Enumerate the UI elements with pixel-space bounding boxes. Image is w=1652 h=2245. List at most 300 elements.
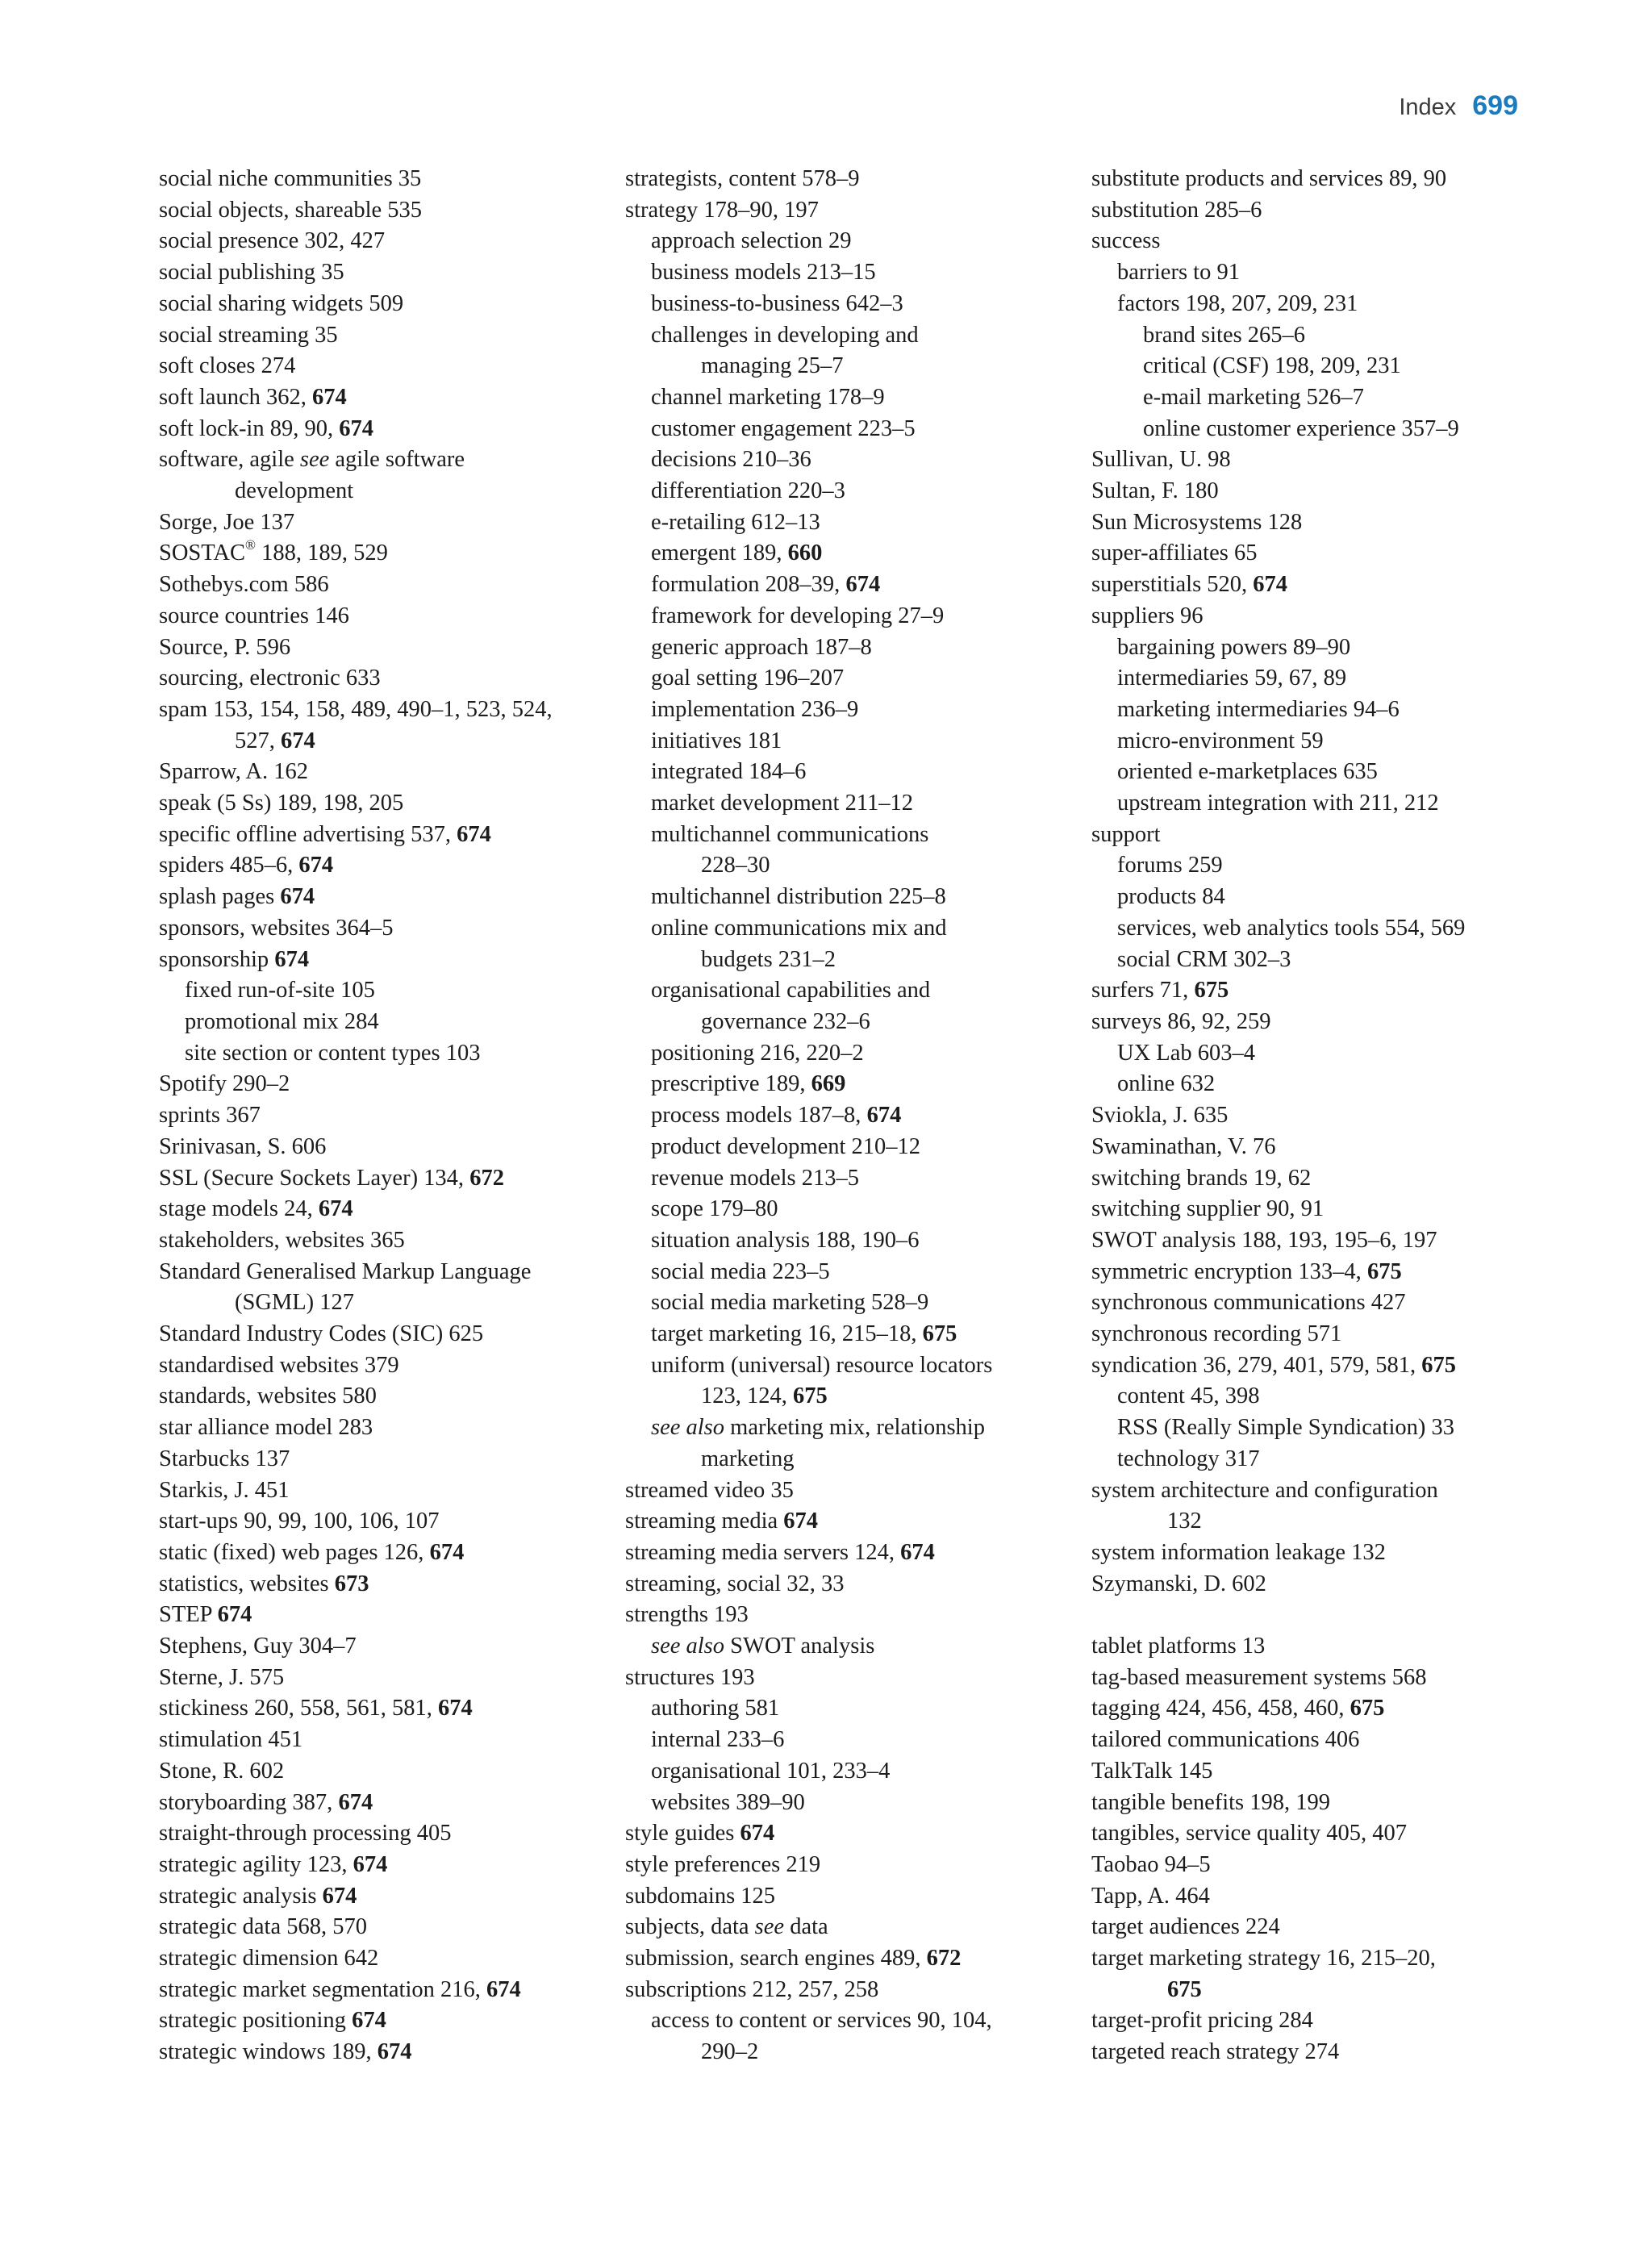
- bold-page-ref: 674: [280, 884, 315, 910]
- index-entry: [159, 2037, 611, 2068]
- index-entry: [159, 444, 611, 507]
- entry-text: marketing mix, relationship: [724, 1415, 985, 1441]
- entry-text: switching supplier 90, 91: [1091, 1196, 1325, 1222]
- entry-text: online customer experience 357–9: [1143, 415, 1459, 441]
- entry-text: substitute products and services 89, 90: [1091, 166, 1447, 191]
- index-entry: [159, 1975, 611, 2006]
- index-subentry: [1091, 382, 1543, 414]
- index-subentry: [625, 226, 1077, 257]
- index-entry: [1091, 1257, 1543, 1288]
- entry-text: development: [235, 478, 354, 504]
- index-subentry: [625, 1756, 1077, 1788]
- running-head-label: Index: [1399, 94, 1457, 120]
- entry-text: strategic dimension 642: [159, 1946, 379, 1972]
- index-entry: [625, 164, 1077, 195]
- entry-text: soft launch 362,: [159, 384, 312, 410]
- entry-text: target audiences 224: [1091, 1914, 1280, 1940]
- bold-page-ref: 674: [217, 1602, 252, 1628]
- entry-text: market development 211–12: [651, 791, 914, 816]
- entry-text: site section or content types 103: [185, 1040, 481, 1066]
- bold-page-ref: 672: [469, 1165, 504, 1191]
- entry-text: standards, websites 580: [159, 1383, 377, 1409]
- entry-text: data: [784, 1914, 828, 1940]
- cross-reference-term: see also: [651, 1415, 725, 1441]
- entry-text: fixed run-of-site 105: [185, 978, 375, 1004]
- index-entry: [625, 1569, 1077, 1600]
- entry-text: barriers to 91: [1117, 260, 1240, 286]
- entry-text: Sultan, F. 180: [1091, 478, 1219, 504]
- index-entry: [159, 226, 611, 257]
- entry-text: sponsorship: [159, 946, 275, 972]
- entry-text: business-to-business 642–3: [651, 290, 903, 316]
- entry-text: customer engagement 223–5: [651, 415, 916, 441]
- entry-text: prescriptive 189,: [651, 1071, 811, 1097]
- letter-group-gap: [1091, 1600, 1543, 1631]
- bold-page-ref: 674: [845, 572, 881, 598]
- index-subentry: [625, 913, 1077, 975]
- index-subentry: [625, 1100, 1077, 1132]
- index-subentry: [625, 444, 1077, 476]
- entry-text: goal setting 196–207: [651, 666, 845, 691]
- index-entry: [625, 1850, 1077, 1881]
- index-entry: [159, 882, 611, 913]
- index-entry: [1091, 1007, 1543, 1038]
- index-subentry: [625, 1257, 1077, 1288]
- entry-text: sourcing, electronic 633: [159, 666, 381, 691]
- index-entry: [159, 1350, 611, 1382]
- entry-text: star alliance model 283: [159, 1415, 373, 1441]
- entry-text: scope 179–80: [651, 1196, 778, 1222]
- entry-text: decisions 210–36: [651, 447, 811, 473]
- entry-text: strategic data 568, 570: [159, 1914, 368, 1940]
- entry-text: streaming, social 32, 33: [625, 1571, 845, 1596]
- entry-text: streaming media: [625, 1508, 784, 1534]
- index-entry: [625, 1475, 1077, 1507]
- entry-text: strengths 193: [625, 1602, 749, 1628]
- bold-page-ref: 674: [783, 1508, 819, 1534]
- entry-text: subdomains 125: [625, 1883, 776, 1909]
- index-subentry: [625, 414, 1077, 445]
- entry-text: syndication 36, 279, 401, 579, 581,: [1091, 1352, 1422, 1378]
- index-entry: [159, 414, 611, 445]
- entry-text: STEP: [159, 1602, 218, 1628]
- index-subentry: [625, 788, 1077, 820]
- entry-text: stakeholders, websites 365: [159, 1227, 405, 1253]
- index-entry: [625, 1663, 1077, 1694]
- index-entry: [159, 1194, 611, 1225]
- index-subentry: [625, 382, 1077, 414]
- entry-text: start-ups 90, 99, 100, 106, 107: [159, 1508, 440, 1534]
- entry-text: tailored communications 406: [1091, 1727, 1360, 1753]
- entry-text: substitution 285–6: [1091, 197, 1262, 223]
- index-subentry: [625, 257, 1077, 289]
- entry-text: internal 233–6: [651, 1727, 785, 1753]
- index-entry: [1091, 507, 1543, 539]
- entry-text: social objects, shareable 535: [159, 197, 423, 223]
- entry-text: social media marketing 528–9: [651, 1290, 929, 1316]
- index-entry: [1091, 195, 1543, 227]
- entry-text: SWOT analysis 188, 193, 195–6, 197: [1091, 1227, 1437, 1253]
- entry-text: tagging 424, 456, 458, 460,: [1091, 1696, 1350, 1721]
- index-entry: [159, 1069, 611, 1100]
- entry-text: UX Lab 603–4: [1117, 1040, 1255, 1066]
- bold-page-ref: 675: [1167, 1976, 1202, 2002]
- bold-page-ref: 674: [281, 728, 315, 753]
- entry-continuation: [159, 1287, 611, 1319]
- bold-page-ref: 674: [311, 384, 347, 410]
- index-subentry: [625, 570, 1077, 601]
- entry-text: emergent 189,: [651, 540, 788, 566]
- index-entry: [1091, 1663, 1543, 1694]
- entry-text: process models 187–8,: [651, 1103, 867, 1129]
- index-subentry: [625, 1693, 1077, 1725]
- index-subentry: [1091, 414, 1543, 445]
- bold-page-ref: 674: [1253, 572, 1288, 598]
- entry-continuation: [1091, 1506, 1543, 1538]
- index-subentry: [1091, 850, 1543, 882]
- index-entry: [159, 632, 611, 664]
- entry-text: tangible benefits 198, 199: [1091, 1789, 1331, 1815]
- index-entry: [159, 1663, 611, 1694]
- index-entry: [159, 1725, 611, 1756]
- index-subentry: [625, 476, 1077, 507]
- entry-text: statistics, websites: [159, 1571, 335, 1596]
- index-entry: [159, 1475, 611, 1507]
- entry-text: target marketing 16, 215–18,: [651, 1321, 923, 1347]
- entry-text: Swaminathan, V. 76: [1091, 1133, 1276, 1159]
- bold-page-ref: 672: [926, 1946, 962, 1972]
- index-subentry: [625, 1413, 1077, 1475]
- bold-page-ref: 674: [740, 1821, 775, 1846]
- index-entry: [625, 1506, 1077, 1538]
- entry-text: e-mail marketing 526–7: [1143, 384, 1364, 410]
- entry-text: managing 25–7: [701, 353, 844, 379]
- entry-text: formulation 208–39,: [651, 572, 846, 598]
- index-subentry: [625, 1163, 1077, 1195]
- entry-text: system architecture and configuration: [1091, 1477, 1438, 1503]
- entry-text: organisational capabilities and: [651, 978, 931, 1004]
- entry-text: standardised websites 379: [159, 1352, 399, 1378]
- index-subentry: [625, 820, 1077, 882]
- index-entry: [159, 1850, 611, 1881]
- entry-text: Source, P. 596: [159, 634, 291, 660]
- bold-page-ref: 674: [338, 1789, 373, 1815]
- page-number: 699: [1472, 90, 1518, 121]
- entry-text: approach selection 29: [651, 228, 852, 254]
- index-entry: [1091, 1569, 1543, 1600]
- entry-text: upstream integration with 211, 212: [1117, 791, 1439, 816]
- entry-text: integrated 184–6: [651, 759, 807, 785]
- entry-text: factors 198, 207, 209, 231: [1117, 290, 1358, 316]
- cross-reference-term: see: [299, 447, 330, 473]
- entry-text: strategic agility 123,: [159, 1851, 353, 1877]
- index-subentry: [159, 1038, 611, 1070]
- entry-text: support: [1091, 821, 1161, 847]
- entry-continuation: [1091, 1975, 1543, 2006]
- entry-text: switching brands 19, 62: [1091, 1165, 1312, 1191]
- entry-text: content 45, 398: [1117, 1383, 1260, 1409]
- index-entry: [625, 1818, 1077, 1850]
- index-entry: [159, 257, 611, 289]
- index-subentry: [1091, 695, 1543, 726]
- index-subentry: [625, 1194, 1077, 1225]
- index-subentry: [625, 1225, 1077, 1257]
- entry-text: target-profit pricing 284: [1091, 2008, 1313, 2034]
- index-entry: [625, 1881, 1077, 1913]
- entry-text: (SGML) 127: [235, 1290, 355, 1316]
- index-entry: [159, 1163, 611, 1195]
- entry-text: strategic analysis: [159, 1883, 323, 1909]
- index-subentry: [625, 1350, 1077, 1413]
- index-subentry: [625, 507, 1077, 539]
- entry-text: synchronous communications 427: [1091, 1290, 1406, 1316]
- index-entry: [1091, 1132, 1543, 1163]
- entry-continuation: [651, 850, 1077, 882]
- entry-text: splash pages: [159, 884, 281, 910]
- entry-text: 290–2: [701, 2039, 759, 2065]
- index-subentry: [625, 601, 1077, 632]
- entry-text: Spotify 290–2: [159, 1071, 290, 1097]
- index-subentry: [1091, 1038, 1543, 1070]
- bold-page-ref: 675: [793, 1383, 828, 1409]
- index-entry: [1091, 1912, 1543, 1943]
- bold-page-ref: 674: [353, 1851, 388, 1877]
- entry-text: static (fixed) web pages 126,: [159, 1539, 430, 1565]
- entry-text: situation analysis 188, 190–6: [651, 1227, 920, 1253]
- entry-text: marketing intermediaries 94–6: [1117, 696, 1400, 722]
- index-subentry: [1091, 663, 1543, 695]
- index-entry: [625, 195, 1077, 227]
- entry-text: Szymanski, D. 602: [1091, 1571, 1266, 1596]
- entry-text: symmetric encryption 133–4,: [1091, 1258, 1367, 1284]
- index-entry: [159, 850, 611, 882]
- entry-text: websites 389–90: [651, 1789, 805, 1815]
- index-entry: [159, 695, 611, 757]
- entry-text: micro-environment 59: [1117, 728, 1324, 753]
- index-column-3: [1091, 164, 1543, 2068]
- entry-continuation: [651, 351, 1077, 382]
- index-entry: [159, 1225, 611, 1257]
- entry-text: channel marketing 178–9: [651, 384, 885, 410]
- bold-page-ref: 660: [787, 540, 823, 566]
- entry-text: Tapp, A. 464: [1091, 1883, 1210, 1909]
- entry-text: bargaining powers 89–90: [1117, 634, 1351, 660]
- bold-page-ref: 675: [1421, 1352, 1457, 1378]
- index-subentry: [625, 1069, 1077, 1100]
- entry-text: brand sites 265–6: [1143, 322, 1306, 348]
- bold-page-ref: 674: [900, 1539, 935, 1565]
- entry-text: budgets 231–2: [701, 946, 836, 972]
- index-entry: [1091, 1818, 1543, 1850]
- index-entry: [1091, 1100, 1543, 1132]
- entry-text: promotional mix 284: [185, 1008, 379, 1034]
- index-entry: [625, 1975, 1077, 2006]
- entry-text: TalkTalk 145: [1091, 1758, 1213, 1784]
- index-subentry: [625, 1319, 1077, 1350]
- entry-text: system information leakage 132: [1091, 1539, 1386, 1565]
- index-subentry: [625, 1132, 1077, 1163]
- bold-page-ref: 674: [457, 821, 491, 847]
- entry-text: framework for developing 27–9: [651, 603, 945, 628]
- entry-text: 188, 189, 529: [256, 540, 388, 566]
- entry-text: sprints 367: [159, 1103, 261, 1129]
- entry-text: 228–30: [701, 853, 770, 878]
- entry-text: strategists, content 578–9: [625, 166, 860, 191]
- entry-text: strategy 178–90, 197: [625, 197, 819, 223]
- index-subentry: [625, 1725, 1077, 1756]
- bold-page-ref: 669: [811, 1071, 846, 1097]
- bold-page-ref: 675: [922, 1321, 957, 1347]
- entry-text: soft closes 274: [159, 353, 296, 379]
- entry-text: strategic market segmentation 216,: [159, 1976, 486, 2002]
- index-entry: [625, 1912, 1077, 1943]
- index-subentry: [625, 1287, 1077, 1319]
- entry-text: oriented e-marketplaces 635: [1117, 759, 1378, 785]
- entry-text: Taobao 94–5: [1091, 1851, 1211, 1877]
- index-subentry: [1091, 257, 1543, 289]
- entry-continuation: [651, 1007, 1077, 1038]
- entry-continuation: [159, 726, 611, 757]
- entry-text: social streaming 35: [159, 322, 338, 348]
- entry-text: intermediaries 59, 67, 89: [1117, 666, 1347, 691]
- index-column-1: [159, 164, 611, 2068]
- index-subentry: [1091, 351, 1543, 382]
- bold-page-ref: 674: [429, 1539, 465, 1565]
- entry-text: suppliers 96: [1091, 603, 1204, 628]
- entry-text: structures 193: [625, 1664, 755, 1690]
- index-entry: [159, 757, 611, 788]
- index-subentry: [159, 1007, 611, 1038]
- entry-text: multichannel communications: [651, 821, 929, 847]
- index-entry: [1091, 1850, 1543, 1881]
- bold-page-ref: 675: [1194, 978, 1229, 1004]
- entry-text: Srinivasan, S. 606: [159, 1133, 327, 1159]
- entry-text: SSL (Secure Sockets Layer) 134,: [159, 1165, 470, 1191]
- index-subentry: [625, 663, 1077, 695]
- index-entry: [159, 195, 611, 227]
- index-entry: [1091, 1475, 1543, 1538]
- index-entry: [1091, 164, 1543, 195]
- index-entry: [1091, 820, 1543, 851]
- index-entry: [159, 1132, 611, 1163]
- index-subentry: [1091, 913, 1543, 945]
- index-entry: [159, 507, 611, 539]
- index-subentry: [625, 975, 1077, 1037]
- index-subentry: [1091, 1069, 1543, 1100]
- entry-text: access to content or services 90, 104,: [651, 2008, 992, 2034]
- entry-text: soft lock-in 89, 90,: [159, 415, 340, 441]
- entry-text: submission, search engines 489,: [625, 1946, 927, 1972]
- entry-text: strategic windows 189,: [159, 2039, 378, 2065]
- entry-text: SOSTAC: [159, 540, 246, 566]
- entry-text: tangibles, service quality 405, 407: [1091, 1821, 1407, 1846]
- index-subentry: [1091, 289, 1543, 320]
- entry-text: initiatives 181: [651, 728, 782, 753]
- index-entry: [1091, 2005, 1543, 2037]
- entry-text: online 632: [1117, 1071, 1216, 1097]
- index-entry: [1091, 1350, 1543, 1382]
- entry-text: e-retailing 612–13: [651, 509, 820, 535]
- entry-text: strategic positioning: [159, 2008, 353, 2034]
- index-subentry: [1091, 757, 1543, 788]
- index-entry: [159, 663, 611, 695]
- entry-text: positioning 216, 220–2: [651, 1040, 864, 1066]
- entry-text: surfers 71,: [1091, 978, 1195, 1004]
- index-entry: [1091, 2037, 1543, 2068]
- index-entry: [1091, 1225, 1543, 1257]
- entry-text: spam 153, 154, 158, 489, 490–1, 523, 524,: [159, 696, 553, 722]
- entry-text: implementation 236–9: [651, 696, 859, 722]
- bold-page-ref: 674: [437, 1696, 473, 1721]
- entry-text: social niche communities 35: [159, 166, 422, 191]
- entry-text: Sothebys.com 586: [159, 572, 329, 598]
- entry-text: multichannel distribution 225–8: [651, 884, 946, 910]
- index-entry: [159, 820, 611, 851]
- index-subentry: [625, 289, 1077, 320]
- bold-page-ref: 674: [274, 946, 310, 972]
- entry-text: social media 223–5: [651, 1258, 830, 1284]
- index-entry: [159, 1693, 611, 1725]
- entry-text: style guides: [625, 1821, 740, 1846]
- index-subentry: [1091, 632, 1543, 664]
- entry-text: Standard Industry Codes (SIC) 625: [159, 1321, 484, 1347]
- index-entry: [159, 913, 611, 945]
- index-entry: [1091, 1538, 1543, 1569]
- entry-text: software, agile: [159, 447, 300, 473]
- index-entry: [625, 1943, 1077, 1975]
- bold-page-ref: 674: [377, 2039, 412, 2065]
- entry-text: Sterne, J. 575: [159, 1664, 285, 1690]
- index-subentry: [625, 320, 1077, 382]
- entry-text: social CRM 302–3: [1117, 946, 1291, 972]
- entry-continuation: [651, 1381, 1077, 1413]
- entry-text: Stone, R. 602: [159, 1758, 285, 1784]
- index-entry: [159, 788, 611, 820]
- entry-text: synchronous recording 571: [1091, 1321, 1342, 1347]
- entry-text: products 84: [1117, 884, 1225, 910]
- index-entry: [159, 1756, 611, 1788]
- index-entry: [159, 1818, 611, 1850]
- index-entry: [1091, 601, 1543, 632]
- entry-text: super-affiliates 65: [1091, 540, 1258, 566]
- index-subentry: [625, 695, 1077, 726]
- bold-page-ref: 674: [866, 1103, 902, 1129]
- trademark-mark: ®: [245, 537, 257, 553]
- entry-text: Starbucks 137: [159, 1446, 290, 1471]
- entry-text: 527,: [235, 728, 281, 753]
- entry-text: RSS (Really Simple Syndication) 33: [1117, 1415, 1454, 1441]
- index-entry: [159, 1319, 611, 1350]
- entry-text: Sun Microsystems 128: [1091, 509, 1303, 535]
- entry-text: authoring 581: [651, 1696, 780, 1721]
- index-entry: [1091, 538, 1543, 570]
- index-entry: [1091, 1287, 1543, 1319]
- bold-page-ref: 674: [352, 2008, 386, 2034]
- index-entry: [159, 164, 611, 195]
- entry-text: targeted reach strategy 274: [1091, 2039, 1340, 2065]
- index-entry: [625, 1538, 1077, 1569]
- entry-text: product development 210–12: [651, 1133, 921, 1159]
- index-subentry: [625, 726, 1077, 757]
- index-column-2: [625, 164, 1077, 2068]
- entry-text: stickiness 260, 558, 561, 581,: [159, 1696, 438, 1721]
- index-entry: [159, 1100, 611, 1132]
- index-entry: [159, 351, 611, 382]
- index-subentry: [1091, 882, 1543, 913]
- entry-text: Sorge, Joe 137: [159, 509, 295, 535]
- index-entry: [1091, 444, 1543, 476]
- index-subentry: [1091, 1413, 1543, 1444]
